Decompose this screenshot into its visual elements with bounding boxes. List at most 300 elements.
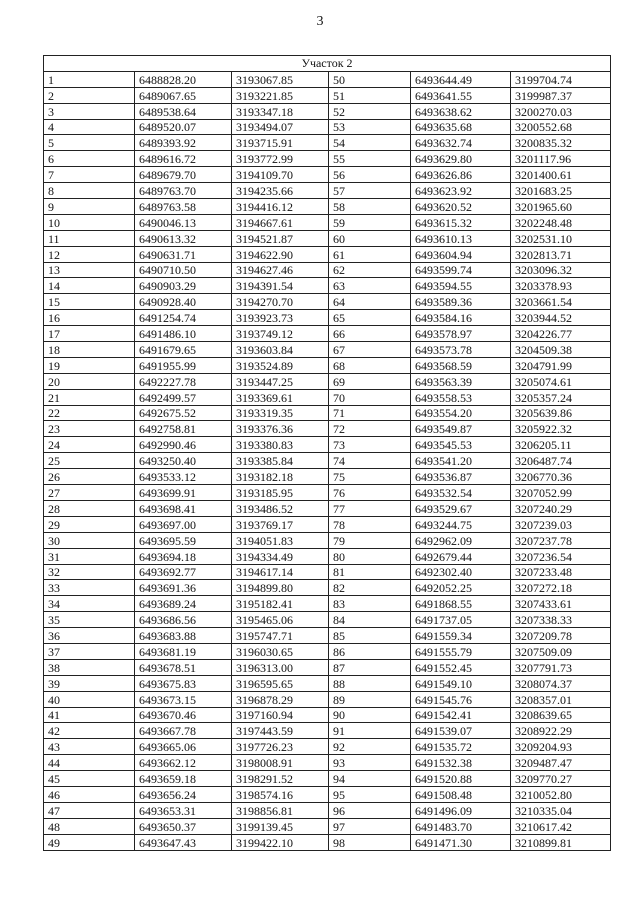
x-coordinate-right-cell: 6491549.10 bbox=[411, 675, 511, 691]
x-coordinate-left-cell: 6493691.36 bbox=[135, 580, 232, 596]
x-coordinate-left-cell: 6493659.18 bbox=[135, 771, 232, 787]
point-number-left-cell: 19 bbox=[44, 357, 135, 373]
y-coordinate-left-cell: 3194334.49 bbox=[232, 548, 329, 564]
y-coordinate-right-cell: 3208922.29 bbox=[511, 723, 611, 739]
point-number-right-cell: 98 bbox=[329, 834, 411, 850]
table-row bbox=[44, 103, 611, 119]
x-coordinate-left-cell: 6492675.52 bbox=[135, 405, 232, 421]
point-number-right-cell: 86 bbox=[329, 643, 411, 659]
table-row bbox=[44, 167, 611, 183]
point-number-left-cell: 7 bbox=[44, 167, 135, 183]
point-number-right-cell: 74 bbox=[329, 453, 411, 469]
x-coordinate-left-cell: 6493695.59 bbox=[135, 532, 232, 548]
point-number-right-cell: 56 bbox=[329, 167, 411, 183]
x-coordinate-right-cell: 6493554.20 bbox=[411, 405, 511, 421]
x-coordinate-right-cell: 6493578.97 bbox=[411, 326, 511, 342]
table-row bbox=[44, 71, 611, 87]
point-number-left-cell: 29 bbox=[44, 516, 135, 532]
y-coordinate-right-cell: 3209487.47 bbox=[511, 755, 611, 771]
table-row bbox=[44, 389, 611, 405]
table-row bbox=[44, 199, 611, 215]
table-row bbox=[44, 135, 611, 151]
y-coordinate-left-cell: 3194899.80 bbox=[232, 580, 329, 596]
table-row bbox=[44, 580, 611, 596]
table-row bbox=[44, 707, 611, 723]
x-coordinate-right-cell: 6491532.38 bbox=[411, 755, 511, 771]
y-coordinate-left-cell: 3194051.83 bbox=[232, 532, 329, 548]
point-number-right-cell: 72 bbox=[329, 421, 411, 437]
x-coordinate-left-cell: 6490710.50 bbox=[135, 262, 232, 278]
y-coordinate-left-cell: 3198574.16 bbox=[232, 786, 329, 802]
y-coordinate-right-cell: 3200552.68 bbox=[511, 119, 611, 135]
y-coordinate-left-cell: 3197160.94 bbox=[232, 707, 329, 723]
table-row bbox=[44, 119, 611, 135]
point-number-right-cell: 97 bbox=[329, 818, 411, 834]
point-number-right-cell: 60 bbox=[329, 230, 411, 246]
x-coordinate-left-cell: 6493689.24 bbox=[135, 596, 232, 612]
point-number-right-cell: 63 bbox=[329, 278, 411, 294]
point-number-left-cell: 31 bbox=[44, 548, 135, 564]
x-coordinate-left-cell: 6493692.77 bbox=[135, 564, 232, 580]
point-number-left-cell: 34 bbox=[44, 596, 135, 612]
x-coordinate-right-cell: 6491545.76 bbox=[411, 691, 511, 707]
point-number-right-cell: 91 bbox=[329, 723, 411, 739]
x-coordinate-right-cell: 6493615.32 bbox=[411, 214, 511, 230]
y-coordinate-right-cell: 3208639.65 bbox=[511, 707, 611, 723]
x-coordinate-right-cell: 6493610.13 bbox=[411, 230, 511, 246]
x-coordinate-right-cell: 6491508.48 bbox=[411, 786, 511, 802]
table-row bbox=[44, 786, 611, 802]
table-row bbox=[44, 342, 611, 358]
x-coordinate-right-cell: 6493594.55 bbox=[411, 278, 511, 294]
x-coordinate-left-cell: 6493670.46 bbox=[135, 707, 232, 723]
x-coordinate-left-cell: 6493647.43 bbox=[135, 834, 232, 850]
y-coordinate-right-cell: 3202531.10 bbox=[511, 230, 611, 246]
y-coordinate-right-cell: 3207433.61 bbox=[511, 596, 611, 612]
table-row bbox=[44, 183, 611, 199]
table-row bbox=[44, 834, 611, 850]
y-coordinate-left-cell: 3193221.85 bbox=[232, 87, 329, 103]
y-coordinate-right-cell: 3208357.01 bbox=[511, 691, 611, 707]
x-coordinate-left-cell: 6493662.12 bbox=[135, 755, 232, 771]
x-coordinate-left-cell: 6493653.31 bbox=[135, 802, 232, 818]
y-coordinate-left-cell: 3195747.71 bbox=[232, 628, 329, 644]
point-number-right-cell: 66 bbox=[329, 326, 411, 342]
y-coordinate-right-cell: 3207338.33 bbox=[511, 612, 611, 628]
point-number-left-cell: 8 bbox=[44, 183, 135, 199]
point-number-left-cell: 24 bbox=[44, 437, 135, 453]
x-coordinate-left-cell: 6493678.51 bbox=[135, 659, 232, 675]
x-coordinate-right-cell: 6492962.09 bbox=[411, 532, 511, 548]
point-number-right-cell: 52 bbox=[329, 103, 411, 119]
point-number-right-cell: 51 bbox=[329, 87, 411, 103]
y-coordinate-right-cell: 3201400.61 bbox=[511, 167, 611, 183]
table-row bbox=[44, 246, 611, 262]
point-number-left-cell: 49 bbox=[44, 834, 135, 850]
y-coordinate-left-cell: 3194391.54 bbox=[232, 278, 329, 294]
y-coordinate-left-cell: 3196030.65 bbox=[232, 643, 329, 659]
y-coordinate-left-cell: 3193486.52 bbox=[232, 500, 329, 516]
x-coordinate-right-cell: 6493635.68 bbox=[411, 119, 511, 135]
x-coordinate-right-cell: 6491559.34 bbox=[411, 628, 511, 644]
y-coordinate-right-cell: 3210899.81 bbox=[511, 834, 611, 850]
x-coordinate-right-cell: 6493638.62 bbox=[411, 103, 511, 119]
point-number-right-cell: 83 bbox=[329, 596, 411, 612]
point-number-right-cell: 67 bbox=[329, 342, 411, 358]
point-number-left-cell: 44 bbox=[44, 755, 135, 771]
y-coordinate-left-cell: 3197726.23 bbox=[232, 739, 329, 755]
y-coordinate-right-cell: 3207236.54 bbox=[511, 548, 611, 564]
x-coordinate-left-cell: 6489067.65 bbox=[135, 87, 232, 103]
point-number-right-cell: 71 bbox=[329, 405, 411, 421]
point-number-left-cell: 2 bbox=[44, 87, 135, 103]
table-row bbox=[44, 596, 611, 612]
x-coordinate-left-cell: 6492990.46 bbox=[135, 437, 232, 453]
table-row bbox=[44, 357, 611, 373]
x-coordinate-left-cell: 6491486.10 bbox=[135, 326, 232, 342]
point-number-right-cell: 61 bbox=[329, 246, 411, 262]
point-number-left-cell: 39 bbox=[44, 675, 135, 691]
x-coordinate-right-cell: 6493536.87 bbox=[411, 469, 511, 485]
table-row bbox=[44, 437, 611, 453]
y-coordinate-left-cell: 3193319.35 bbox=[232, 405, 329, 421]
table-row bbox=[44, 405, 611, 421]
point-number-left-cell: 45 bbox=[44, 771, 135, 787]
y-coordinate-right-cell: 3207209.78 bbox=[511, 628, 611, 644]
point-number-right-cell: 87 bbox=[329, 659, 411, 675]
point-number-right-cell: 54 bbox=[329, 135, 411, 151]
y-coordinate-left-cell: 3196595.65 bbox=[232, 675, 329, 691]
y-coordinate-right-cell: 3199704.74 bbox=[511, 71, 611, 87]
point-number-left-cell: 13 bbox=[44, 262, 135, 278]
x-coordinate-right-cell: 6493545.53 bbox=[411, 437, 511, 453]
y-coordinate-right-cell: 3210052.80 bbox=[511, 786, 611, 802]
point-number-left-cell: 5 bbox=[44, 135, 135, 151]
x-coordinate-right-cell: 6491539.07 bbox=[411, 723, 511, 739]
x-coordinate-right-cell: 6493620.52 bbox=[411, 199, 511, 215]
y-coordinate-left-cell: 3193769.17 bbox=[232, 516, 329, 532]
table-row bbox=[44, 628, 611, 644]
x-coordinate-left-cell: 6489393.92 bbox=[135, 135, 232, 151]
y-coordinate-left-cell: 3193376.36 bbox=[232, 421, 329, 437]
coordinates-table bbox=[43, 55, 611, 851]
y-coordinate-left-cell: 3193524.89 bbox=[232, 357, 329, 373]
x-coordinate-right-cell: 6491520.88 bbox=[411, 771, 511, 787]
point-number-right-cell: 73 bbox=[329, 437, 411, 453]
x-coordinate-right-cell: 6493632.74 bbox=[411, 135, 511, 151]
table-row bbox=[44, 230, 611, 246]
table-row bbox=[44, 612, 611, 628]
point-number-left-cell: 38 bbox=[44, 659, 135, 675]
x-coordinate-right-cell: 6492302.40 bbox=[411, 564, 511, 580]
y-coordinate-right-cell: 3203096.32 bbox=[511, 262, 611, 278]
x-coordinate-left-cell: 6493667.78 bbox=[135, 723, 232, 739]
x-coordinate-left-cell: 6489538.64 bbox=[135, 103, 232, 119]
y-coordinate-left-cell: 3195465.06 bbox=[232, 612, 329, 628]
x-coordinate-right-cell: 6492679.44 bbox=[411, 548, 511, 564]
y-coordinate-left-cell: 3196878.29 bbox=[232, 691, 329, 707]
x-coordinate-left-cell: 6489763.58 bbox=[135, 199, 232, 215]
x-coordinate-right-cell: 6493589.36 bbox=[411, 294, 511, 310]
y-coordinate-left-cell: 3194270.70 bbox=[232, 294, 329, 310]
y-coordinate-left-cell: 3193182.18 bbox=[232, 469, 329, 485]
y-coordinate-left-cell: 3193749.12 bbox=[232, 326, 329, 342]
point-number-left-cell: 27 bbox=[44, 485, 135, 501]
point-number-right-cell: 62 bbox=[329, 262, 411, 278]
table-row bbox=[44, 294, 611, 310]
point-number-right-cell: 96 bbox=[329, 802, 411, 818]
y-coordinate-left-cell: 3198856.81 bbox=[232, 802, 329, 818]
table-row bbox=[44, 262, 611, 278]
y-coordinate-left-cell: 3193067.85 bbox=[232, 71, 329, 87]
x-coordinate-right-cell: 6493641.55 bbox=[411, 87, 511, 103]
point-number-left-cell: 23 bbox=[44, 421, 135, 437]
point-number-left-cell: 36 bbox=[44, 628, 135, 644]
y-coordinate-left-cell: 3194622.90 bbox=[232, 246, 329, 262]
x-coordinate-left-cell: 6493650.37 bbox=[135, 818, 232, 834]
y-coordinate-right-cell: 3207237.78 bbox=[511, 532, 611, 548]
point-number-right-cell: 80 bbox=[329, 548, 411, 564]
point-number-left-cell: 43 bbox=[44, 739, 135, 755]
x-coordinate-right-cell: 6491471.30 bbox=[411, 834, 511, 850]
y-coordinate-right-cell: 3200270.03 bbox=[511, 103, 611, 119]
point-number-left-cell: 41 bbox=[44, 707, 135, 723]
y-coordinate-right-cell: 3206487.74 bbox=[511, 453, 611, 469]
x-coordinate-left-cell: 6493533.12 bbox=[135, 469, 232, 485]
point-number-right-cell: 53 bbox=[329, 119, 411, 135]
point-number-left-cell: 9 bbox=[44, 199, 135, 215]
y-coordinate-left-cell: 3193603.84 bbox=[232, 342, 329, 358]
y-coordinate-right-cell: 3200835.32 bbox=[511, 135, 611, 151]
point-number-left-cell: 26 bbox=[44, 469, 135, 485]
y-coordinate-right-cell: 3201965.60 bbox=[511, 199, 611, 215]
point-number-right-cell: 55 bbox=[329, 151, 411, 167]
y-coordinate-left-cell: 3193494.07 bbox=[232, 119, 329, 135]
y-coordinate-right-cell: 3208074.37 bbox=[511, 675, 611, 691]
y-coordinate-right-cell: 3206770.36 bbox=[511, 469, 611, 485]
point-number-left-cell: 47 bbox=[44, 802, 135, 818]
point-number-left-cell: 32 bbox=[44, 564, 135, 580]
x-coordinate-left-cell: 6491679.65 bbox=[135, 342, 232, 358]
x-coordinate-left-cell: 6493683.88 bbox=[135, 628, 232, 644]
point-number-right-cell: 81 bbox=[329, 564, 411, 580]
x-coordinate-left-cell: 6493697.00 bbox=[135, 516, 232, 532]
table-row bbox=[44, 310, 611, 326]
y-coordinate-left-cell: 3193347.18 bbox=[232, 103, 329, 119]
y-coordinate-right-cell: 3204509.38 bbox=[511, 342, 611, 358]
y-coordinate-right-cell: 3209204.93 bbox=[511, 739, 611, 755]
x-coordinate-right-cell: 6493573.78 bbox=[411, 342, 511, 358]
y-coordinate-left-cell: 3199422.10 bbox=[232, 834, 329, 850]
y-coordinate-left-cell: 3193715.91 bbox=[232, 135, 329, 151]
y-coordinate-right-cell: 3204226.77 bbox=[511, 326, 611, 342]
y-coordinate-left-cell: 3197443.59 bbox=[232, 723, 329, 739]
point-number-left-cell: 46 bbox=[44, 786, 135, 802]
x-coordinate-right-cell: 6493558.53 bbox=[411, 389, 511, 405]
point-number-left-cell: 20 bbox=[44, 373, 135, 389]
table-row bbox=[44, 802, 611, 818]
y-coordinate-left-cell: 3199139.45 bbox=[232, 818, 329, 834]
table-row bbox=[44, 500, 611, 516]
y-coordinate-left-cell: 3195182.41 bbox=[232, 596, 329, 612]
point-number-right-cell: 58 bbox=[329, 199, 411, 215]
point-number-right-cell: 85 bbox=[329, 628, 411, 644]
x-coordinate-left-cell: 6490613.32 bbox=[135, 230, 232, 246]
y-coordinate-right-cell: 3203944.52 bbox=[511, 310, 611, 326]
y-coordinate-right-cell: 3207239.03 bbox=[511, 516, 611, 532]
x-coordinate-right-cell: 6493626.86 bbox=[411, 167, 511, 183]
y-coordinate-right-cell: 3207052.99 bbox=[511, 485, 611, 501]
x-coordinate-right-cell: 6491535.72 bbox=[411, 739, 511, 755]
y-coordinate-right-cell: 3203661.54 bbox=[511, 294, 611, 310]
y-coordinate-right-cell: 3203378.93 bbox=[511, 278, 611, 294]
y-coordinate-left-cell: 3194667.61 bbox=[232, 214, 329, 230]
x-coordinate-right-cell: 6493623.92 bbox=[411, 183, 511, 199]
x-coordinate-right-cell: 6491542.41 bbox=[411, 707, 511, 723]
y-coordinate-right-cell: 3199987.37 bbox=[511, 87, 611, 103]
table-row bbox=[44, 755, 611, 771]
y-coordinate-right-cell: 3205074.61 bbox=[511, 373, 611, 389]
x-coordinate-left-cell: 6491955.99 bbox=[135, 357, 232, 373]
point-number-right-cell: 70 bbox=[329, 389, 411, 405]
y-coordinate-right-cell: 3201683.25 bbox=[511, 183, 611, 199]
table-row bbox=[44, 485, 611, 501]
x-coordinate-left-cell: 6493699.91 bbox=[135, 485, 232, 501]
point-number-left-cell: 28 bbox=[44, 500, 135, 516]
point-number-left-cell: 3 bbox=[44, 103, 135, 119]
table-row bbox=[44, 548, 611, 564]
y-coordinate-left-cell: 3194521.87 bbox=[232, 230, 329, 246]
point-number-right-cell: 68 bbox=[329, 357, 411, 373]
y-coordinate-right-cell: 3210335.04 bbox=[511, 802, 611, 818]
x-coordinate-right-cell: 6493563.39 bbox=[411, 373, 511, 389]
table-row bbox=[44, 532, 611, 548]
point-number-left-cell: 18 bbox=[44, 342, 135, 358]
x-coordinate-right-cell: 6493568.59 bbox=[411, 357, 511, 373]
point-number-right-cell: 89 bbox=[329, 691, 411, 707]
table-title: Участок 2 bbox=[44, 56, 611, 72]
x-coordinate-right-cell: 6491555.79 bbox=[411, 643, 511, 659]
point-number-left-cell: 12 bbox=[44, 246, 135, 262]
y-coordinate-left-cell: 3193923.73 bbox=[232, 310, 329, 326]
point-number-right-cell: 77 bbox=[329, 500, 411, 516]
x-coordinate-left-cell: 6490631.71 bbox=[135, 246, 232, 262]
table-row bbox=[44, 373, 611, 389]
point-number-left-cell: 4 bbox=[44, 119, 135, 135]
x-coordinate-right-cell: 6493532.54 bbox=[411, 485, 511, 501]
point-number-right-cell: 65 bbox=[329, 310, 411, 326]
table-row bbox=[44, 87, 611, 103]
y-coordinate-right-cell: 3207272.18 bbox=[511, 580, 611, 596]
x-coordinate-left-cell: 6493681.19 bbox=[135, 643, 232, 659]
y-coordinate-right-cell: 3205922.32 bbox=[511, 421, 611, 437]
point-number-right-cell: 90 bbox=[329, 707, 411, 723]
point-number-left-cell: 37 bbox=[44, 643, 135, 659]
table-row bbox=[44, 818, 611, 834]
table-row bbox=[44, 643, 611, 659]
y-coordinate-right-cell: 3207791.73 bbox=[511, 659, 611, 675]
x-coordinate-left-cell: 6490928.40 bbox=[135, 294, 232, 310]
y-coordinate-left-cell: 3194109.70 bbox=[232, 167, 329, 183]
table-row bbox=[44, 771, 611, 787]
point-number-right-cell: 95 bbox=[329, 786, 411, 802]
point-number-left-cell: 16 bbox=[44, 310, 135, 326]
x-coordinate-left-cell: 6488828.20 bbox=[135, 71, 232, 87]
point-number-left-cell: 30 bbox=[44, 532, 135, 548]
x-coordinate-left-cell: 6492758.81 bbox=[135, 421, 232, 437]
x-coordinate-left-cell: 6493250.40 bbox=[135, 453, 232, 469]
point-number-right-cell: 84 bbox=[329, 612, 411, 628]
point-number-right-cell: 75 bbox=[329, 469, 411, 485]
x-coordinate-right-cell: 6493604.94 bbox=[411, 246, 511, 262]
point-number-left-cell: 1 bbox=[44, 71, 135, 87]
point-number-right-cell: 82 bbox=[329, 580, 411, 596]
x-coordinate-left-cell: 6489679.70 bbox=[135, 167, 232, 183]
y-coordinate-left-cell: 3194627.46 bbox=[232, 262, 329, 278]
y-coordinate-left-cell: 3198008.91 bbox=[232, 755, 329, 771]
x-coordinate-right-cell: 6491868.55 bbox=[411, 596, 511, 612]
table-row bbox=[44, 723, 611, 739]
y-coordinate-right-cell: 3209770.27 bbox=[511, 771, 611, 787]
x-coordinate-right-cell: 6493244.75 bbox=[411, 516, 511, 532]
table-row bbox=[44, 151, 611, 167]
point-number-left-cell: 10 bbox=[44, 214, 135, 230]
y-coordinate-right-cell: 3202248.48 bbox=[511, 214, 611, 230]
y-coordinate-left-cell: 3194617.14 bbox=[232, 564, 329, 580]
x-coordinate-right-cell: 6493541.20 bbox=[411, 453, 511, 469]
x-coordinate-left-cell: 6493675.83 bbox=[135, 675, 232, 691]
point-number-right-cell: 93 bbox=[329, 755, 411, 771]
x-coordinate-right-cell: 6493644.49 bbox=[411, 71, 511, 87]
table-row bbox=[44, 326, 611, 342]
y-coordinate-left-cell: 3193380.83 bbox=[232, 437, 329, 453]
table-row bbox=[44, 564, 611, 580]
table-row bbox=[44, 739, 611, 755]
table-row bbox=[44, 469, 611, 485]
x-coordinate-right-cell: 6491496.09 bbox=[411, 802, 511, 818]
x-coordinate-right-cell: 6493629.80 bbox=[411, 151, 511, 167]
x-coordinate-right-cell: 6491552.45 bbox=[411, 659, 511, 675]
y-coordinate-right-cell: 3202813.71 bbox=[511, 246, 611, 262]
point-number-left-cell: 35 bbox=[44, 612, 135, 628]
y-coordinate-left-cell: 3193447.25 bbox=[232, 373, 329, 389]
point-number-right-cell: 57 bbox=[329, 183, 411, 199]
x-coordinate-left-cell: 6492227.78 bbox=[135, 373, 232, 389]
y-coordinate-right-cell: 3205357.24 bbox=[511, 389, 611, 405]
table-body bbox=[44, 71, 611, 850]
point-number-left-cell: 40 bbox=[44, 691, 135, 707]
y-coordinate-left-cell: 3198291.52 bbox=[232, 771, 329, 787]
table-row bbox=[44, 453, 611, 469]
x-coordinate-left-cell: 6492499.57 bbox=[135, 389, 232, 405]
y-coordinate-left-cell: 3196313.00 bbox=[232, 659, 329, 675]
point-number-left-cell: 17 bbox=[44, 326, 135, 342]
y-coordinate-right-cell: 3207233.48 bbox=[511, 564, 611, 580]
point-number-left-cell: 15 bbox=[44, 294, 135, 310]
point-number-left-cell: 48 bbox=[44, 818, 135, 834]
page-number: 3 bbox=[316, 14, 324, 29]
x-coordinate-right-cell: 6491737.05 bbox=[411, 612, 511, 628]
x-coordinate-left-cell: 6489763.70 bbox=[135, 183, 232, 199]
point-number-left-cell: 14 bbox=[44, 278, 135, 294]
point-number-right-cell: 88 bbox=[329, 675, 411, 691]
y-coordinate-right-cell: 3207240.29 bbox=[511, 500, 611, 516]
x-coordinate-left-cell: 6490046.13 bbox=[135, 214, 232, 230]
y-coordinate-left-cell: 3193772.99 bbox=[232, 151, 329, 167]
point-number-left-cell: 11 bbox=[44, 230, 135, 246]
y-coordinate-left-cell: 3193185.95 bbox=[232, 485, 329, 501]
point-number-right-cell: 64 bbox=[329, 294, 411, 310]
